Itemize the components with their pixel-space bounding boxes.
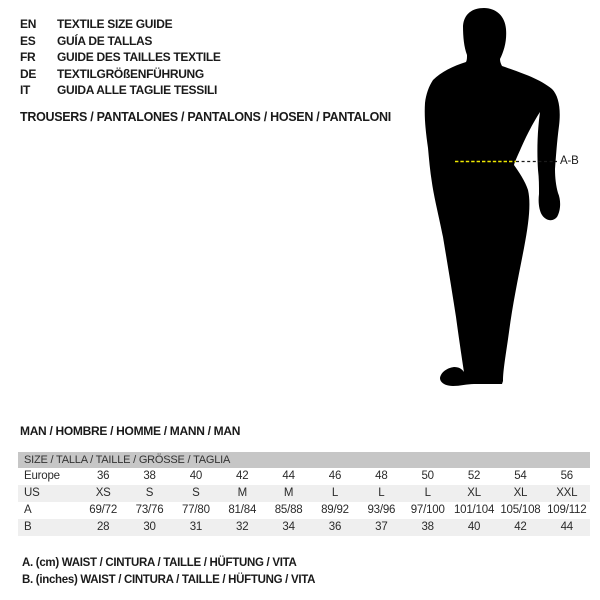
row-label: US [24, 487, 40, 499]
table-cell: 40 [189, 470, 203, 482]
table-cell: 42 [236, 470, 249, 482]
table-row-a-cm [18, 502, 590, 519]
language-row-fr [20, 49, 221, 65]
table-cell: L [378, 487, 385, 499]
table-cell: 44 [560, 521, 573, 533]
table-cell: 54 [514, 470, 527, 482]
language-code: ES [20, 34, 36, 48]
language-code: EN [20, 17, 37, 31]
table-cell: 37 [375, 521, 388, 533]
table-cell: 81/84 [228, 504, 257, 516]
measure-label: A-B [560, 155, 579, 167]
table-cell: S [192, 487, 200, 499]
table-cell: L [424, 487, 431, 499]
language-row-es [20, 33, 152, 49]
table-row-b-inches [18, 519, 590, 536]
table-cell: 97/100 [410, 504, 445, 516]
footnote-b-waist-inches: B. (inches) WAIST / CINTURA / TAILLE / HÜFTUNG / VITA [22, 574, 316, 586]
table-cell: 50 [421, 470, 434, 482]
row-label: A [24, 504, 32, 516]
man-silhouette-figure [400, 0, 600, 400]
table-cell: 56 [560, 470, 573, 482]
language-label: GUÍA DE TALLAS [57, 34, 153, 48]
table-cell: 28 [96, 521, 110, 533]
table-cell: 32 [236, 521, 249, 533]
table-cell: XL [513, 487, 528, 499]
table-cell: 30 [143, 521, 156, 533]
table-cell: XS [95, 487, 111, 499]
language-row-en [20, 16, 172, 32]
language-code: FR [20, 50, 36, 64]
table-cell: M [237, 487, 247, 499]
table-cell: 36 [96, 470, 110, 482]
language-label: GUIDE DES TAILLES TEXTILE [57, 50, 221, 64]
row-label: Europe [24, 470, 60, 482]
language-row-de [20, 66, 204, 82]
language-row-it [20, 82, 217, 98]
table-cell: M [283, 487, 294, 499]
table-cell: 38 [143, 470, 156, 482]
table-cell: 52 [467, 470, 481, 482]
table-cell: 38 [421, 521, 434, 533]
table-row-us [18, 485, 590, 502]
size-table-header: SIZE / TALLA / TAILLE / GRÖSSE / TAGLIA [18, 452, 590, 468]
language-label: TEXTILE SIZE GUIDE [57, 17, 173, 31]
size-table [18, 452, 590, 536]
table-cell: 69/72 [89, 504, 118, 516]
table-cell: 93/96 [367, 504, 396, 516]
table-cell: XL [467, 487, 481, 499]
table-cell: 101/104 [453, 504, 495, 516]
language-code: DE [20, 67, 37, 81]
language-code: IT [20, 83, 31, 97]
gender-title: MAN / HOMBRE / HOMME / MANN / MAN [20, 424, 241, 438]
language-label: TEXTILGRÖßENFÜHRUNG [57, 67, 204, 81]
table-row-europe [18, 468, 590, 485]
table-cell: 34 [282, 521, 295, 533]
table-cell: 31 [189, 521, 203, 533]
man-silhouette [425, 8, 560, 386]
table-cell: 77/80 [182, 504, 210, 516]
garment-title: TROUSERS / PANTALONES / PANTALONS / HOSEN / PANTALONI [20, 110, 391, 124]
language-label: GUIDA ALLE TAGLIE TESSILI [57, 83, 218, 97]
table-cell: 36 [328, 521, 342, 533]
table-cell: 85/88 [274, 504, 303, 516]
table-cell: L [331, 487, 339, 499]
footnote-a-waist-cm: A. (cm) WAIST / CINTURA / TAILLE / HÜFTUNG / VITA [22, 557, 297, 569]
table-cell: 44 [282, 470, 295, 482]
table-cell: 42 [514, 521, 527, 533]
table-cell: 46 [328, 470, 342, 482]
table-cell: 48 [375, 470, 388, 482]
table-cell: 109/112 [547, 504, 587, 516]
table-cell: S [145, 487, 154, 499]
table-cell: 73/76 [135, 504, 164, 516]
table-cell: 89/92 [321, 504, 349, 516]
table-cell: 105/108 [500, 504, 541, 516]
row-label: B [24, 521, 32, 533]
table-cell: 40 [467, 521, 481, 533]
table-cell: XXL [556, 487, 578, 499]
